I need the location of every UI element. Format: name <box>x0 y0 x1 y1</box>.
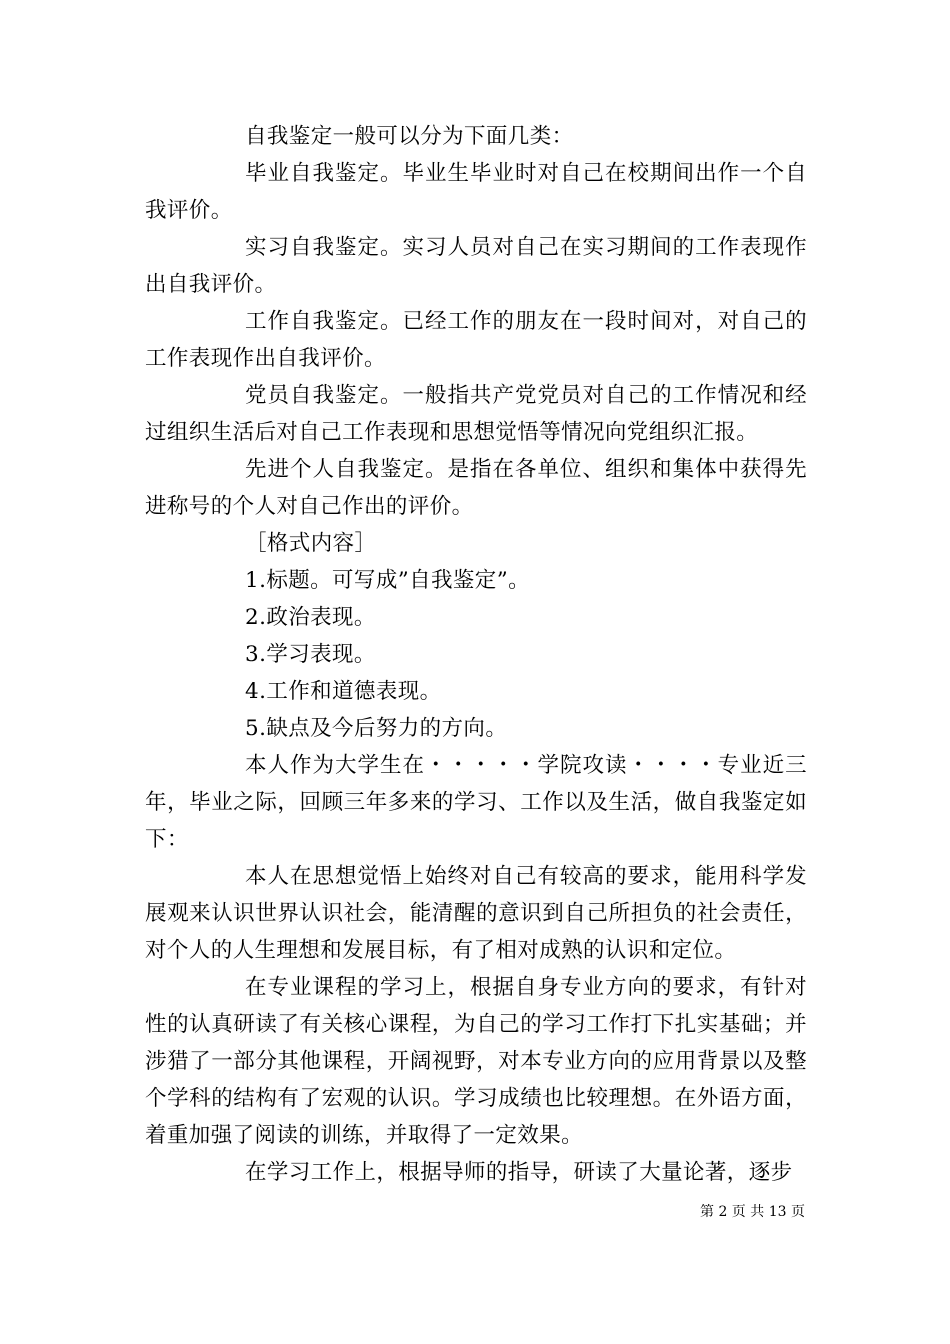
list-item: 4.工作和道德表现。 <box>245 679 442 704</box>
paragraph: 毕业自我鉴定。毕业生毕业时对自己在校期间出作一个自我评价。 <box>145 161 807 223</box>
paragraph: 党员自我鉴定。一般指共产党党员对自己的工作情况和经过组织生活后对自己工作表现和思想觉悟等情况向党组织汇报。 <box>145 383 807 445</box>
paragraph: 本人作为大学生在・・・・・学院攻读・・・・专业近三年，毕业之际，回顾三年多来的学习、工作以及生活，做自我鉴定如下： <box>145 753 807 852</box>
list-item: 5.缺点及今后努力的方向。 <box>245 716 508 741</box>
paragraph: 在学习工作上，根据导师的指导，研读了大量论著，逐步 <box>245 1160 793 1185</box>
paragraph: 实习自我鉴定。实习人员对自己在实习期间的工作表现作出自我评价。 <box>145 235 807 297</box>
page-number-footer: 第 2 页 共 13 页 <box>700 1204 805 1220</box>
list-item: 2.政治表现。 <box>245 605 376 630</box>
list-item: 3.学习表现。 <box>245 642 376 667</box>
document-body <box>145 118 807 1191</box>
paragraph: 工作自我鉴定。已经工作的朋友在一段时间对，对自己的工作表现作出自我评价。 <box>145 309 807 371</box>
paragraph: 本人在思想觉悟上始终对自己有较高的要求，能用科学发展观来认识世界认识社会，能清醒的意识到自己所担负的社会责任，对个人的人生理想和发展目标，有了相对成熟的认识和定位。 <box>145 864 807 963</box>
paragraph: 在专业课程的学习上，根据自身专业方向的要求，有针对性的认真研读了有关核心课程，为自己的学习工作打下扎实基础；并涉猎了一部分其他课程，开阔视野，对本专业方向的应用背景以及整个学科的结构有了宏观的认识。学习成绩也比较理想。在外语方面，着重加强了阅读的训练，并取得了一定效果。 <box>145 975 807 1148</box>
paragraph: ［格式内容］ <box>245 531 377 556</box>
paragraph: 先进个人自我鉴定。是指在各单位、组织和集体中获得先进称号的个人对自己作出的评价。 <box>145 457 807 519</box>
paragraph: 自我鉴定一般可以分为下面几类： <box>245 124 574 149</box>
list-item: 1.标题。可写成”自我鉴定”。 <box>245 568 530 593</box>
